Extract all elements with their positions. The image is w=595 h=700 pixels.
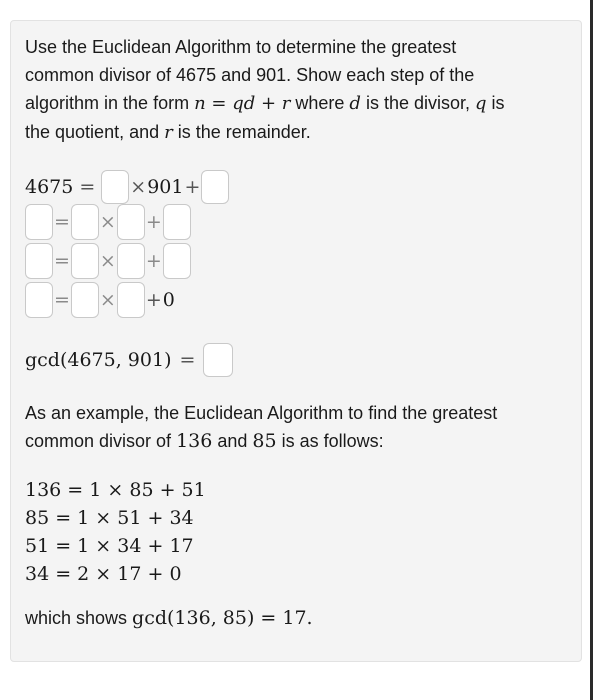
plus-sign: + xyxy=(145,289,162,311)
plus-sign: + xyxy=(184,176,201,198)
text-fragment: algorithm in the form xyxy=(25,93,195,113)
example-step-1: 136 = 1 × 85 + 51 xyxy=(25,479,206,501)
step-row-3 xyxy=(25,243,191,279)
example-step-2: 85 = 1 × 51 + 34 xyxy=(25,507,194,529)
var-d: d xyxy=(349,93,361,114)
var-q: q xyxy=(474,93,487,114)
divisor-input-3[interactable] xyxy=(117,243,145,279)
text-fragment: where xyxy=(290,93,350,113)
step-row-4 xyxy=(25,282,175,318)
example-intro-line-1: As an example, the Euclidean Algorithm to find the greatest xyxy=(25,403,498,423)
equals-sign: = xyxy=(179,349,196,371)
equals-sign: = xyxy=(54,211,70,233)
question-card xyxy=(10,20,582,662)
text-fragment: and xyxy=(212,431,253,451)
gcd-answer-row xyxy=(25,343,233,377)
example-step-4: 34 = 2 × 17 + 0 xyxy=(25,563,182,585)
remainder-input-3[interactable] xyxy=(163,243,191,279)
gcd-label: gcd(4675, 901) xyxy=(25,349,172,371)
dividend-value: 4675 xyxy=(25,176,74,198)
scrollbar[interactable] xyxy=(590,0,593,700)
instructions-line-2: common divisor of 4675 and 901. Show each step of the xyxy=(25,65,475,85)
final-remainder-zero: 0 xyxy=(162,289,175,311)
times-sign: × xyxy=(99,289,116,311)
quotient-input-4[interactable] xyxy=(71,282,99,318)
times-sign: × xyxy=(99,250,116,272)
equals-sign: = xyxy=(54,289,70,311)
example-intro xyxy=(25,399,555,455)
instructions-line-3 xyxy=(25,89,555,118)
divisor-value: 901 xyxy=(147,176,184,198)
text-fragment: is the divisor, xyxy=(360,93,475,113)
instructions xyxy=(25,33,555,147)
text-fragment: common divisor of xyxy=(25,431,177,451)
equals-sign: = xyxy=(79,176,96,198)
remainder-input-2[interactable] xyxy=(163,204,191,240)
instructions-line-1: Use the Euclidean Algorithm to determine the greatest xyxy=(25,37,457,57)
formula: n = qd + r xyxy=(194,93,291,114)
dividend-input-2[interactable] xyxy=(25,204,53,240)
conclusion-formula: gcd(136, 85) = 17. xyxy=(132,607,313,629)
times-sign: × xyxy=(130,176,147,198)
dividend-input-3[interactable] xyxy=(25,243,53,279)
quotient-input-1[interactable] xyxy=(101,170,129,204)
var-r: r xyxy=(164,122,173,143)
instructions-line-4 xyxy=(25,118,555,147)
times-sign: × xyxy=(99,211,116,233)
quotient-input-2[interactable] xyxy=(71,204,99,240)
text-fragment: is xyxy=(486,93,505,113)
step-row-1 xyxy=(25,170,229,204)
example-intro-line-2 xyxy=(25,427,555,455)
text-fragment: which shows xyxy=(25,608,133,628)
text-fragment: is as follows: xyxy=(276,431,384,451)
text-fragment: is the remainder. xyxy=(172,122,311,142)
plus-sign: + xyxy=(145,250,162,272)
divisor-input-2[interactable] xyxy=(117,204,145,240)
remainder-input-1[interactable] xyxy=(201,170,229,204)
example-step-3: 51 = 1 × 34 + 17 xyxy=(25,535,194,557)
step-row-2 xyxy=(25,204,191,240)
example-conclusion xyxy=(25,604,555,632)
plus-sign: + xyxy=(145,211,162,233)
quotient-input-3[interactable] xyxy=(71,243,99,279)
example-number-1: 136 xyxy=(176,430,213,452)
text-fragment: the quotient, and xyxy=(25,122,165,142)
gcd-answer-input[interactable] xyxy=(203,343,233,377)
dividend-input-4[interactable] xyxy=(25,282,53,318)
divisor-input-4[interactable] xyxy=(117,282,145,318)
example-number-2: 85 xyxy=(252,430,277,452)
equals-sign: = xyxy=(54,250,70,272)
